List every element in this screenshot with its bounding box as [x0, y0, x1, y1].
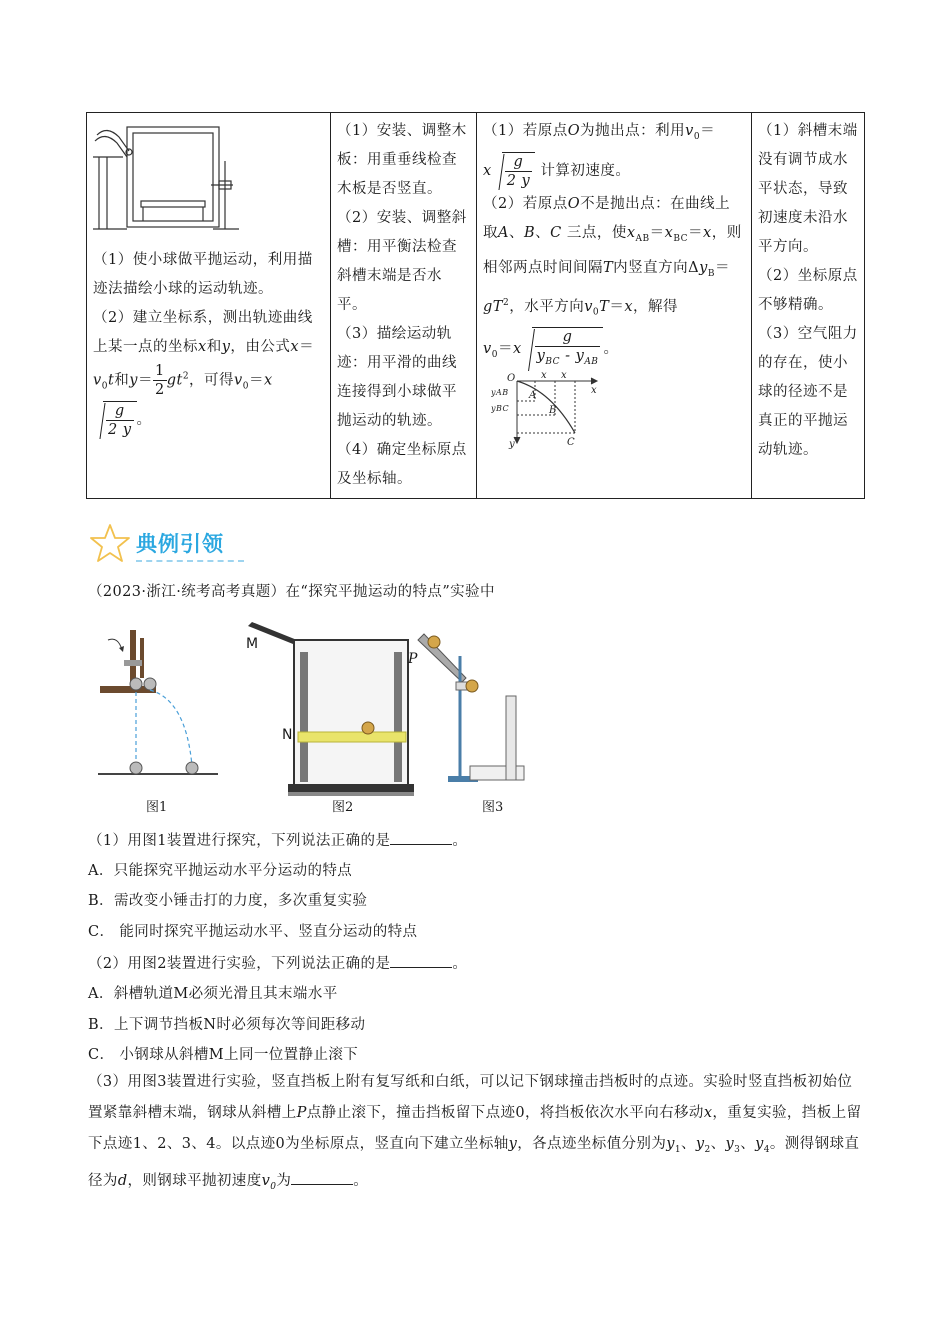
answer-blank-1[interactable] — [390, 844, 452, 845]
question-source: （2023·浙江·统考高考真题）在“探究平抛运动的特点”实验中 — [88, 584, 495, 600]
label-o: O — [507, 373, 516, 385]
q2-option-c: C． 小钢球从斜槽M上同一位置静止滚下 — [88, 1047, 359, 1063]
label-yab: yAB — [491, 388, 509, 398]
processing-text-1: （1）若原点O为抛出点：利用$v_0=$ x $\frac{g}{2 y}$ 计算初速度。 — [483, 123, 716, 189]
processing-text-2: （2）若原点O不是抛出点：在曲线上取A、B、C 三点，使$x_{AB}=x_{BC}=x$，则相邻两点时间间隔T内竖直方向$\Delta y_B=gT^2$，水平方向$v_0T=x$，解得 $v_0=x$ $\frac{g}{y_{BC} - y_{AB}}$ 。 — [483, 190, 745, 371]
label-p: P — [408, 651, 418, 667]
label-y-axis: y — [509, 439, 516, 450]
step-2: （2）安装、调整斜槽：用平衡法检查斜槽末端是否水平。 — [337, 210, 467, 313]
figure-1-drawing — [98, 630, 218, 774]
q2-option-a: A．斜槽轨道M必须光滑且其末端水平 — [88, 986, 338, 1002]
question-1: （1）用图1装置进行探究，下列说法正确的是 。 — [88, 833, 468, 849]
answer-blank-2[interactable] — [390, 967, 452, 968]
experiment-figures — [88, 616, 538, 796]
label-ybc: yBC — [491, 404, 510, 414]
heading-title: 典例引领 — [136, 532, 224, 556]
figure-2-label: 图2 — [332, 800, 354, 815]
heading-underline — [136, 560, 244, 562]
principle-text-1: （1）使小球做平抛运动，利用描迹法描绘小球的运动轨迹。 — [93, 252, 313, 297]
error-1: （1）斜槽末端没有调节成水平状态，导致初速度未沿水平方向。 — [758, 123, 858, 255]
q2-option-b: B．上下调节挡板N时必须每次等间距移动 — [88, 1017, 366, 1033]
star-icon — [88, 522, 132, 566]
step-4: （4）确定坐标原点及坐标轴。 — [337, 442, 467, 487]
q1-option-b: B．需改变小锤击打的力度，多次重复实验 — [88, 893, 368, 909]
figure-3-drawing — [418, 634, 524, 782]
experiment-summary-table — [86, 112, 865, 499]
label-x-axis: x — [591, 385, 598, 397]
table-cell-principle — [87, 113, 331, 499]
table-cell-data-processing — [477, 113, 752, 499]
question-3: （3）用图3装置进行实验，竖直挡板上附有复写纸和白纸，可以记下钢球撞击挡板时的点迹。实验时竖直挡板初始位置紧靠斜槽末端，钢球从斜槽上P点静止滚下，撞击挡板留下点迹0，将挡板依次水平向右移动x，重复实验，挡板上留下点迹1、2、3、4。以点迹0为坐标原点，竖直向下建立坐标轴y，各点迹坐标值分别为$y_1$、$y_2$、$y_3$、$y_4$。测得钢球直径为d，则钢球平抛初速度$v_0$为 。 — [88, 1074, 862, 1192]
label-x-1: x — [541, 371, 548, 382]
label-x-2: x — [561, 371, 568, 382]
question-2: （2）用图2装置进行实验，下列说法正确的是 。 — [88, 956, 468, 972]
error-3: （3）空气阻力的存在，使小球的径迹不是真正的平抛运动轨迹。 — [758, 326, 858, 458]
answer-blank-3[interactable] — [291, 1184, 353, 1185]
figure-1-label: 图1 — [146, 800, 168, 815]
sqrt-formula-1: $\frac{g}{2 y}$ — [93, 401, 137, 439]
figure-3-label: 图3 — [482, 800, 504, 815]
label-n: N — [282, 727, 293, 743]
step-3: （3）描绘运动轨迹：用平滑的曲线连接得到小球做平抛运动的轨迹。 — [337, 326, 457, 429]
step-1: （1）安装、调整木板：用重垂线检查木板是否竖直。 — [337, 123, 467, 197]
label-b: B — [549, 405, 557, 417]
principle-text-2: （2）建立坐标系，测出轨迹曲线上某一点的坐标x和y，由公式$x=v_0t$和y＝ $\frac{1}{2}$ $gt^2$，可得$v_0=x$ $\frac{g}{2 y}$ 。 — [93, 310, 315, 439]
apparatus-board-figure — [93, 117, 311, 235]
table-cell-error-sources — [752, 113, 865, 499]
q1-option-a: A．只能探究平抛运动水平分运动的特点 — [88, 863, 353, 879]
table-cell-steps — [331, 113, 477, 499]
label-m: M — [246, 636, 259, 652]
q1-option-c: C． 能同时探究平抛运动水平、竖直分运动的特点 — [88, 924, 418, 940]
label-a: A — [529, 390, 537, 402]
error-2: （2）坐标原点不够精确。 — [758, 268, 858, 313]
sqrt-formula-2: $\frac{g}{2 y}$ — [492, 152, 536, 190]
sqrt-formula-3: $\frac{g}{y_{BC} - y_{AB}}$ — [522, 327, 604, 371]
label-c: C — [567, 437, 576, 449]
figure-2-drawing — [248, 622, 414, 796]
trajectory-coordinate-diagram — [491, 371, 601, 449]
section-heading — [88, 522, 248, 566]
